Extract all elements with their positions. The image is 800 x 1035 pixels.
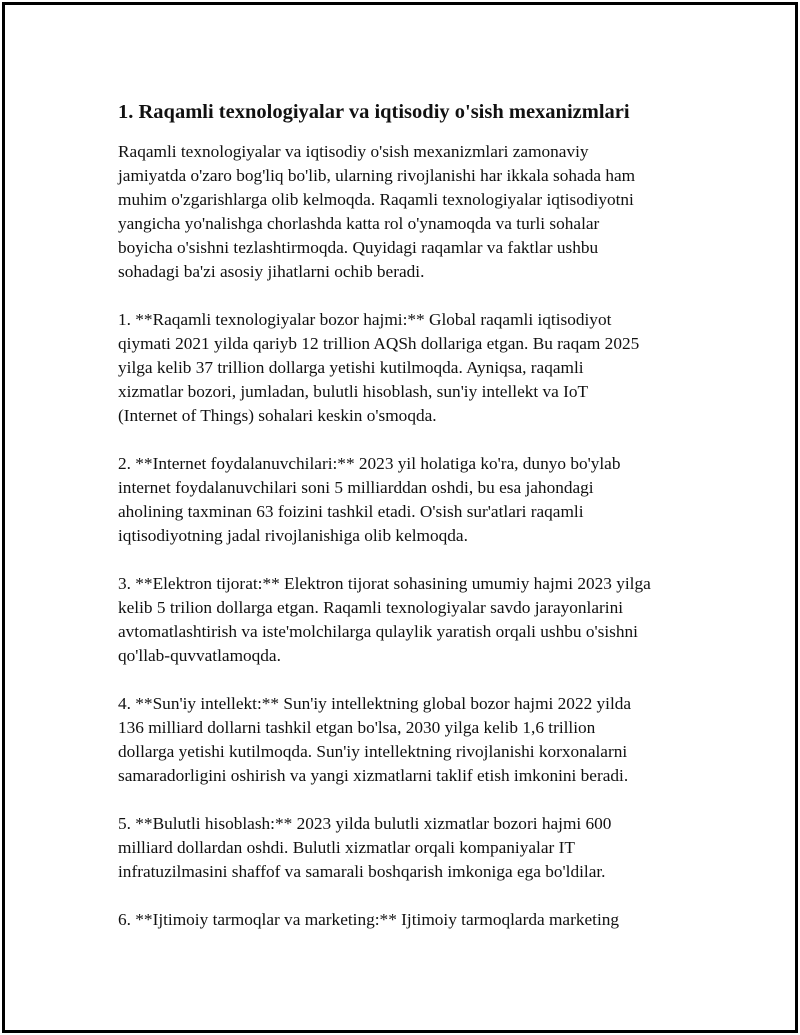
item-paragraph-social-media: [118, 908, 698, 932]
text-line: sohadagi ba'zi asosiy jihatlarni ochib beradi.: [118, 262, 425, 281]
intro-paragraph: [118, 140, 698, 284]
item-paragraph-cloud: [118, 812, 698, 884]
text-line: avtomatlashtirish va iste'molchilarga qulaylik yaratish orqali ushbu o'sishni: [118, 622, 638, 641]
text-line: 6. **Ijtimoiy tarmoqlar va marketing:** Ijtimoiy tarmoqlarda marketing: [118, 910, 620, 929]
item-paragraph-e-commerce: [118, 572, 698, 668]
item-paragraph-market-size: [118, 308, 698, 428]
document-body: [118, 97, 698, 956]
document-page: [2, 2, 798, 1033]
text-line: 1. **Raqamli texnologiyalar bozor hajmi:** Global raqamli iqtisodiyot: [118, 310, 612, 329]
text-line: aholining taxminan 63 foizini tashkil etadi. O'sish sur'atlari raqamli: [118, 502, 584, 521]
text-line: qo'llab-quvvatlamoqda.: [118, 646, 281, 665]
text-line: milliard dollardan oshdi. Bulutli xizmatlar orqali kompaniyalar IT: [118, 838, 575, 857]
text-line: infratuzilmasini shaffof va samarali boshqarish imkoniga ega bo'ldilar.: [118, 862, 606, 881]
text-line: kelib 5 trilion dollarga etgan. Raqamli texnologiyalar savdo jarayonlarini: [118, 598, 624, 617]
page-title: 1. Raqamli texnologiyalar va iqtisodiy o'sish mexanizmlari: [118, 101, 630, 123]
text-line: xizmatlar bozori, jumladan, bulutli hisoblash, sun'iy intellekt va IoT: [118, 382, 589, 401]
text-line: (Internet of Things) sohalari keskin o'smoqda.: [118, 406, 437, 425]
text-line: samaradorligini oshirish va yangi xizmatlarni taklif etish imkonini beradi.: [118, 766, 629, 785]
item-paragraph-internet-users: [118, 452, 698, 548]
text-line: yilga kelib 37 trillion dollarga yetishi kutilmoqda. Ayniqsa, raqamli: [118, 358, 584, 377]
text-line: qiymati 2021 yilda qariyb 12 trillion AQSh dollariga etgan. Bu raqam 2025: [118, 334, 640, 353]
text-line: yangicha yo'nalishga chorlashda katta rol o'ynamoqda va turli sohalar: [118, 214, 600, 233]
text-line: iqtisodiyotning jadal rivojlanishiga olib kelmoqda.: [118, 526, 468, 545]
text-line: 136 milliard dollarni tashkil etgan bo'lsa, 2030 yilga kelib 1,6 trillion: [118, 718, 596, 737]
text-line: Raqamli texnologiyalar va iqtisodiy o'sish mexanizmlari zamonaviy: [118, 142, 589, 161]
text-line: jamiyatda o'zaro bog'liq bo'lib, ularning rivojlanishi har ikkala sohada ham: [118, 166, 636, 185]
text-line: muhim o'zgarishlarga olib kelmoqda. Raqamli texnologiyalar iqtisodiyotni: [118, 190, 634, 209]
text-line: 3. **Elektron tijorat:** Elektron tijorat sohasining umumiy hajmi 2023 yilga: [118, 574, 651, 593]
text-line: 5. **Bulutli hisoblash:** 2023 yilda bulutli xizmatlar bozori hajmi 600: [118, 814, 612, 833]
item-paragraph-ai: [118, 692, 698, 788]
text-line: boyicha o'sishni tezlashtirmoqda. Quyidagi raqamlar va faktlar ushbu: [118, 238, 599, 257]
text-line: 4. **Sun'iy intellekt:** Sun'iy intellektning global bozor hajmi 2022 yilda: [118, 694, 632, 713]
text-line: dollarga yetishi kutilmoqda. Sun'iy intellektning rivojlanishi korxonalarni: [118, 742, 628, 761]
text-line: 2. **Internet foydalanuvchilari:** 2023 yil holatiga ko'ra, dunyo bo'ylab: [118, 454, 621, 473]
text-line: internet foydalanuvchilari soni 5 milliarddan oshdi, bu esa jahondagi: [118, 478, 594, 497]
